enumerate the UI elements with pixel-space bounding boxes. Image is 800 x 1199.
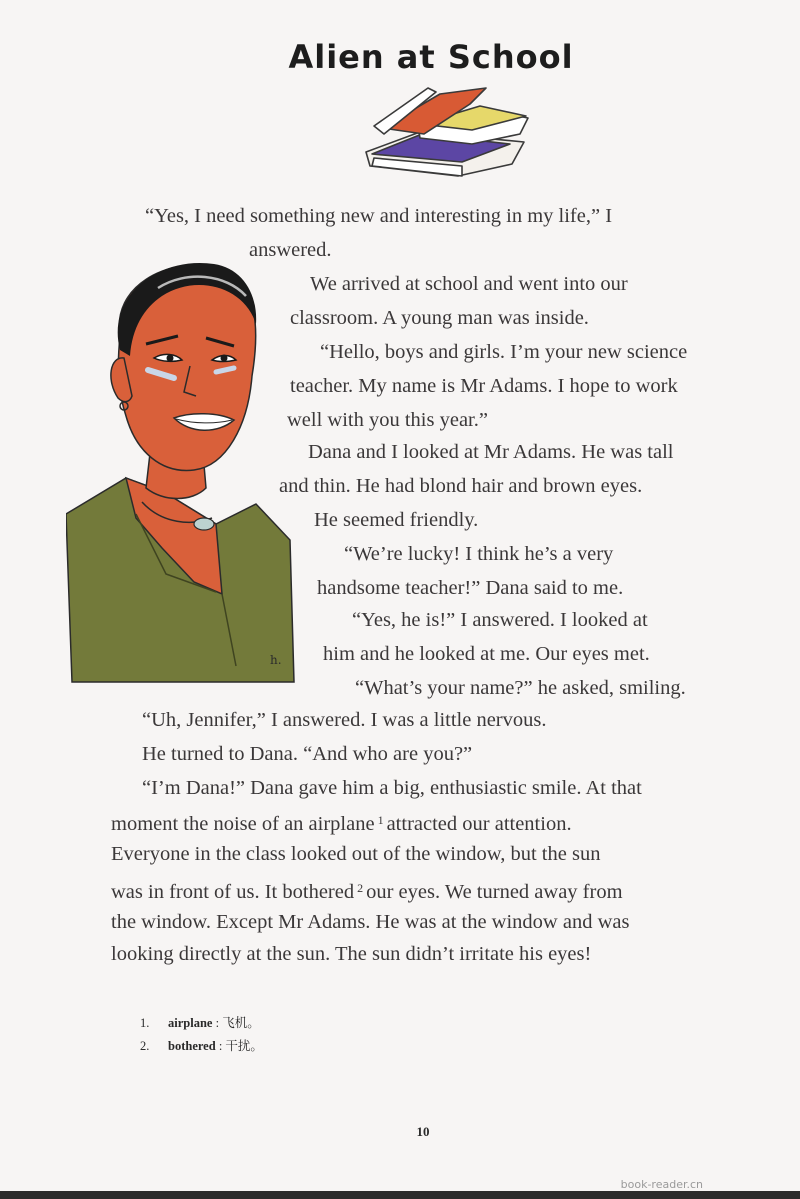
footnote-term: airplane [168, 1016, 213, 1030]
illustrator-signature: h. [270, 653, 282, 667]
text-line: teacher. My name is Mr Adams. I hope to work [290, 375, 678, 397]
text-line: Dana and I looked at Mr Adams. He was tall [308, 441, 674, 463]
footnote-gloss: 干扰。 [225, 1039, 263, 1053]
text-line: Everyone in the class looked out of the window, but the sun [111, 843, 601, 865]
teacher-portrait-illustration [66, 256, 296, 686]
text-line: the window. Except Mr Adams. He was at the window and was [111, 911, 630, 933]
footnote-item [140, 1036, 263, 1054]
footnote-number: 1. [140, 1016, 150, 1030]
page-number: 10 [416, 1124, 430, 1139]
text-line: “We’re lucky! I think he’s a very [344, 543, 614, 565]
footnote-separator: : [215, 1039, 226, 1053]
watermark: book-reader.cn [620, 1178, 703, 1191]
bottom-edge-bar [0, 1191, 800, 1199]
footnote-item [140, 1013, 260, 1031]
text-line [111, 876, 623, 904]
text-line: He turned to Dana. “And who are you?” [142, 743, 473, 765]
text-line: and thin. He had blond hair and brown eyes. [279, 475, 643, 497]
text-line: classroom. A young man was inside. [290, 307, 589, 329]
text-segment: attracted our attention. [386, 813, 572, 835]
text-line: “I’m Dana!” Dana gave him a big, enthusiastic smile. At that [142, 777, 642, 799]
text-line: He seemed friendly. [314, 509, 479, 531]
text-line: looking directly at the sun. The sun didn’t irritate his eyes! [111, 943, 592, 965]
text-line [111, 808, 572, 836]
text-line: “What’s your name?” he asked, smiling. [355, 677, 686, 699]
text-line: him and he looked at me. Our eyes met. [323, 643, 650, 665]
text-line: answered. [249, 239, 332, 261]
text-segment: was in front of us. It bothered [111, 881, 355, 903]
footnote-number: 2. [140, 1039, 150, 1053]
text-line: “Uh, Jennifer,” I answered. I was a little nervous. [142, 709, 547, 731]
footnote-term: bothered [168, 1039, 216, 1053]
footnote-reference[interactable]: 1 [377, 813, 384, 827]
text-segment: moment the noise of an airplane [111, 813, 375, 835]
chapter-title: Alien at School [288, 38, 574, 76]
text-line: handsome teacher!” Dana said to me. [317, 577, 624, 599]
books-illustration [362, 82, 534, 182]
text-segment: our eyes. We turned away from [366, 881, 623, 903]
text-line: “Hello, boys and girls. I’m your new science [320, 341, 688, 363]
footnote-gloss: 飞机。 [222, 1016, 260, 1030]
text-line: “Yes, he is!” I answered. I looked at [352, 609, 648, 631]
footnote-separator: : [212, 1016, 223, 1030]
text-line: We arrived at school and went into our [310, 273, 628, 295]
text-line: “Yes, I need something new and interesting in my life,” I [145, 205, 613, 227]
text-line: well with you this year.” [287, 409, 488, 431]
footnote-reference[interactable]: 2 [357, 881, 364, 895]
